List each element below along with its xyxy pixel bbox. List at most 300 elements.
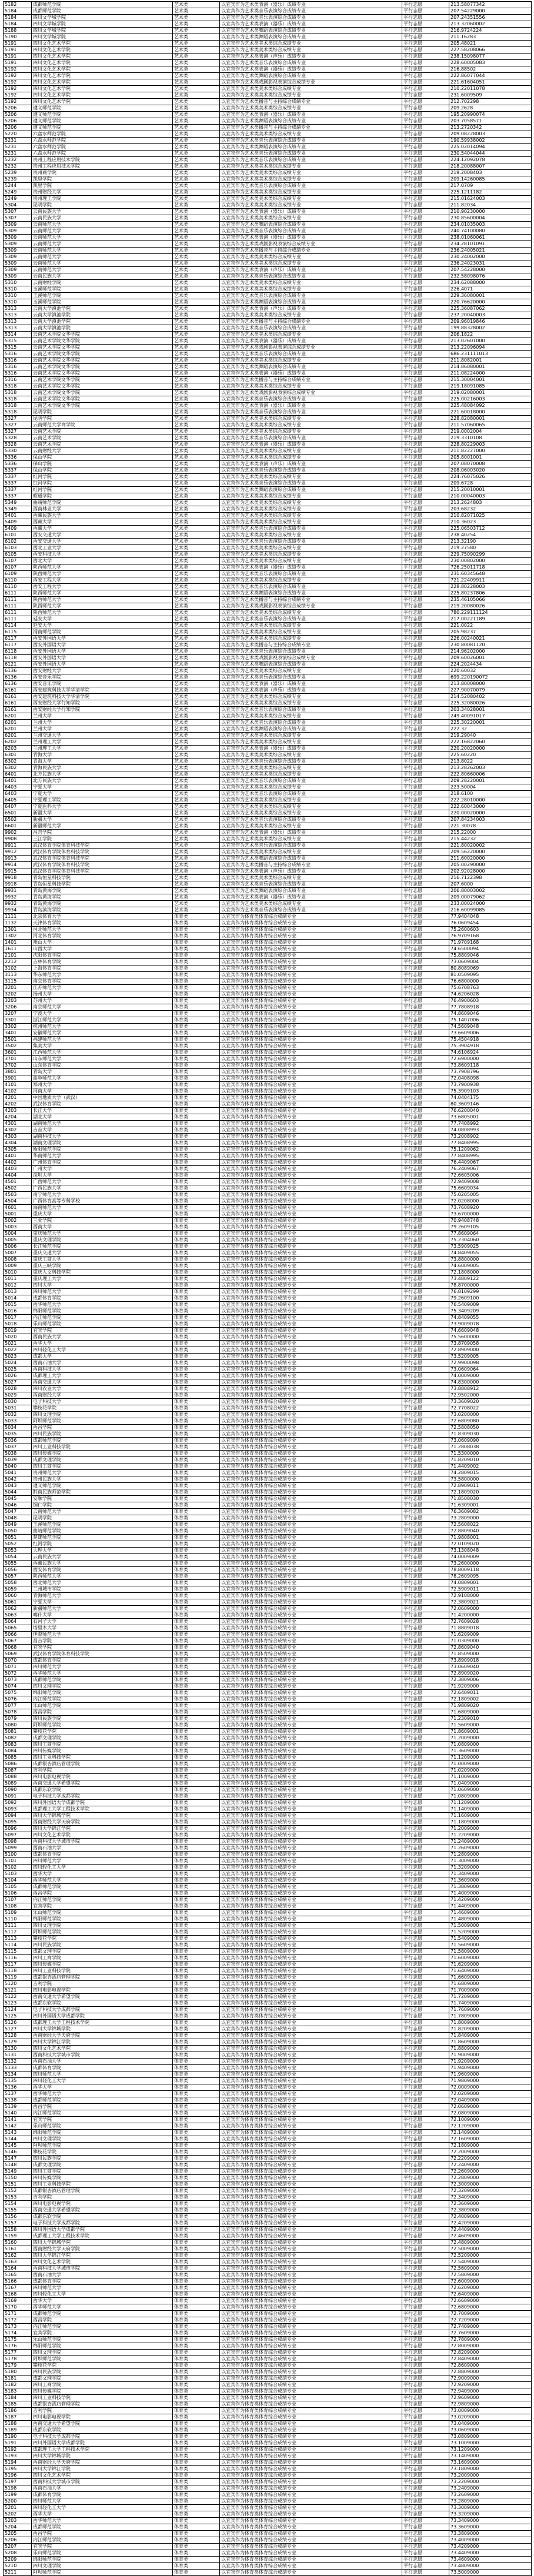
school-name-cell: 电子科技大学成都学院 (32, 2007, 173, 2013)
score-cell: 71.4200000 (449, 1612, 532, 1619)
school-code-cell: 6401 (4, 778, 32, 784)
score-cell: 71.0309000 (449, 1638, 532, 1645)
category-cell: 体育类 (173, 965, 220, 972)
score-cell: 213.22096094 (449, 345, 532, 351)
major-cell: 以宜宾作为体育类体育综合成绩专业 (220, 1806, 402, 1813)
category-cell: 体育类 (173, 1037, 220, 1043)
score-cell: 72.0009000 (449, 2084, 532, 2091)
major-cell: 以宜宾作为艺术类美术类综合成绩专业 (220, 286, 402, 293)
school-code-cell: 6601 (4, 823, 32, 830)
school-code-cell: 5142 (4, 2123, 32, 2130)
table-row (4, 2026, 532, 2033)
school-name-cell: 宁夏医科大学 (32, 804, 173, 810)
batch-cell: 平行志愿 (402, 623, 449, 629)
table-row (4, 914, 532, 920)
table-row (4, 1897, 532, 1903)
school-code-cell: 6109 (4, 571, 32, 577)
school-name-cell: 成都银杏酒店管理学院 (32, 1974, 173, 1981)
batch-cell: 平行志愿 (402, 2388, 449, 2395)
school-code-cell: 5125 (4, 2013, 32, 2020)
score-cell: 73.2008902 (449, 1134, 532, 1140)
school-name-cell: 阿坝师范学院 (32, 2356, 173, 2363)
batch-cell: 平行志愿 (402, 655, 449, 661)
batch-cell: 平行志愿 (402, 2201, 449, 2207)
batch-cell: 平行志愿 (402, 1153, 449, 1160)
batch-cell: 平行志愿 (402, 2013, 449, 2020)
table-row (4, 1328, 532, 1334)
school-code-cell: 5127 (4, 2026, 32, 2033)
batch-cell: 平行志愿 (402, 791, 449, 797)
category-cell: 体育类 (173, 1244, 220, 1250)
major-cell: 以宜宾作为体育类体育综合成绩专业 (220, 978, 402, 985)
category-cell: 艺术类 (173, 506, 220, 513)
school-code-cell: 5079 (4, 1716, 32, 1722)
major-cell: 以宜宾作为艺术类美术类综合成绩专业 (220, 422, 402, 429)
score-cell: 71.9209000 (449, 1683, 532, 1690)
school-code-cell: 5149 (4, 2169, 32, 2175)
table-row (4, 480, 532, 487)
school-name-cell: 长江大学 (32, 1108, 173, 1114)
batch-cell: 平行志愿 (402, 1910, 449, 1916)
table-row (4, 1599, 532, 1606)
batch-cell: 平行志愿 (402, 726, 449, 733)
table-row (4, 403, 532, 409)
category-cell: 艺术类 (173, 804, 220, 810)
school-code-cell: 6103 (4, 545, 32, 552)
category-cell: 体育类 (173, 1276, 220, 1282)
category-cell: 艺术类 (173, 784, 220, 791)
batch-cell: 平行志愿 (402, 868, 449, 875)
score-cell: 73.5209005 (449, 1354, 532, 1360)
school-name-cell: 西南民族大学 (32, 1334, 173, 1341)
category-cell: 艺术类 (173, 584, 220, 590)
school-code-cell: 5083 (4, 1742, 32, 1748)
batch-cell: 平行志愿 (402, 1004, 449, 1011)
school-code-cell: 3901 (4, 1075, 32, 1082)
school-code-cell: 5316 (4, 351, 32, 358)
table-row (4, 616, 532, 623)
category-cell: 艺术类 (173, 409, 220, 416)
major-cell: 以宜宾作为体育类体育综合成绩专业 (220, 1780, 402, 1787)
category-cell: 艺术类 (173, 228, 220, 235)
table-row (4, 1483, 532, 1489)
school-code-cell: 5035 (4, 1431, 32, 1438)
school-name-cell: 红河学院 (32, 1541, 173, 1548)
category-cell: 艺术类 (173, 467, 220, 474)
major-cell: 以宜宾作为艺术类舞蹈表演综合成绩专业 (220, 28, 402, 34)
score-cell: 230.24002000 (449, 254, 532, 260)
school-name-cell: 成都理工大学工程技术学院 (32, 2020, 173, 2026)
category-cell: 体育类 (173, 2388, 220, 2395)
school-name-cell: 四川工业科技学院 (32, 1968, 173, 1974)
batch-cell: 平行志愿 (402, 804, 449, 810)
batch-cell: 平行志愿 (402, 1425, 449, 1431)
batch-cell: 平行志愿 (402, 47, 449, 54)
batch-cell: 平行志愿 (402, 1250, 449, 1257)
school-code-cell: 5232 (4, 157, 32, 163)
score-cell: 73.0809000 (449, 2434, 532, 2440)
score-cell: 216.60099085 (449, 907, 532, 914)
batch-cell: 平行志愿 (402, 28, 449, 34)
table-row (4, 2356, 532, 2363)
table-row (4, 1703, 532, 1709)
table-row (4, 1431, 532, 1438)
school-name-cell: 重庆工商大学 (32, 1257, 173, 1263)
table-row (4, 668, 532, 674)
school-code-cell: 5316 (4, 358, 32, 364)
category-cell: 体育类 (173, 953, 220, 959)
major-cell: 以宜宾作为艺术类美术类综合成绩专业 (220, 170, 402, 176)
table-row (4, 1858, 532, 1865)
major-cell: 以宜宾作为艺术类表演（器乐）成绩专业 (220, 894, 402, 901)
school-code-cell: 3206 (4, 1004, 32, 1011)
category-cell: 体育类 (173, 1916, 220, 1923)
school-name-cell: 西华师范大学 (32, 1670, 173, 1677)
major-cell: 以宜宾作为体育类体育综合成绩专业 (220, 1198, 402, 1205)
major-cell: 以宜宾作为艺术类表演（器乐）成绩专业 (220, 235, 402, 241)
batch-cell: 平行志愿 (402, 2531, 449, 2537)
table-row (4, 1056, 532, 1063)
score-cell: 211.8082001 (449, 358, 532, 364)
score-cell: 225.36087062 (449, 306, 532, 312)
major-cell: 以宜宾作为艺术类表演（器乐）成绩专业 (220, 21, 402, 28)
major-cell: 以宜宾作为体育类体育综合成绩专业 (220, 1056, 402, 1063)
major-cell: 以宜宾作为体育类体育综合成绩专业 (220, 1561, 402, 1567)
batch-cell: 平行志愿 (402, 797, 449, 804)
batch-cell: 平行志愿 (402, 1386, 449, 1392)
category-cell: 艺术类 (173, 856, 220, 862)
table-row (4, 2414, 532, 2421)
batch-cell: 平行志愿 (402, 2382, 449, 2388)
major-cell: 以宜宾作为体育类体育综合成绩专业 (220, 2356, 402, 2363)
batch-cell: 平行志愿 (402, 299, 449, 306)
category-cell: 艺术类 (173, 888, 220, 894)
score-cell: 74.6106924 (449, 1050, 532, 1056)
category-cell: 体育类 (173, 991, 220, 998)
batch-cell: 平行志愿 (402, 222, 449, 228)
table-row (4, 856, 532, 862)
batch-cell: 平行志愿 (402, 1535, 449, 1541)
batch-cell: 平行志愿 (402, 1101, 449, 1108)
table-row (4, 273, 532, 280)
table-row (4, 1147, 532, 1153)
table-row (4, 597, 532, 603)
category-cell: 体育类 (173, 2156, 220, 2162)
category-cell: 艺术类 (173, 435, 220, 442)
major-cell: 以宜宾作为体育类体育综合成绩专业 (220, 2266, 402, 2272)
category-cell: 体育类 (173, 1179, 220, 1185)
school-code-cell: 5191 (4, 47, 32, 54)
school-code-cell: 5051 (4, 1535, 32, 1541)
score-cell: 219.29040 (449, 733, 532, 739)
category-cell: 体育类 (173, 927, 220, 933)
school-code-cell: 5088 (4, 1774, 32, 1780)
table-row (4, 319, 532, 325)
score-cell: 213.2624803 (449, 500, 532, 506)
school-name-cell: 青海民族大学 (32, 765, 173, 771)
batch-cell: 平行志愿 (402, 1263, 449, 1269)
school-code-cell: 4101 (4, 1082, 32, 1088)
school-name-cell: 青岛大学 (32, 1069, 173, 1075)
batch-cell: 平行志愿 (402, 1108, 449, 1114)
school-name-cell: 西昌学院 (32, 2104, 173, 2110)
table-row (4, 325, 532, 332)
major-cell: 以宜宾作为艺术类美术类综合成绩专业 (220, 92, 402, 99)
school-name-cell: 云南艺术学院文华学院 (32, 345, 173, 351)
school-name-cell: 四川传媒学院 (32, 2175, 173, 2181)
school-code-cell: 5011 (4, 1276, 32, 1282)
school-code-cell: 9932 (4, 901, 32, 907)
school-name-cell: 武汉体育学院体育科技学院 (32, 843, 173, 849)
category-cell: 体育类 (173, 2460, 220, 2466)
category-cell: 体育类 (173, 2485, 220, 2492)
school-code-cell: 5206 (4, 118, 32, 125)
major-cell: 以宜宾作为体育类体育综合成绩专业 (220, 1567, 402, 1573)
school-code-cell: 5157 (4, 2220, 32, 2227)
batch-cell: 平行志愿 (402, 2356, 449, 2363)
score-cell: 213.02601000 (449, 338, 532, 345)
batch-cell: 平行志愿 (402, 1722, 449, 1729)
major-cell: 以宜宾作为体育类体育综合成绩专业 (220, 2246, 402, 2253)
school-code-cell: 5190 (4, 2434, 32, 2440)
school-code-cell: 9913 (4, 856, 32, 862)
table-row (4, 1871, 532, 1877)
score-cell: 71.2609000 (449, 1845, 532, 1852)
major-cell: 以宜宾作为体育类体育综合成绩专业 (220, 2317, 402, 2324)
batch-cell: 平行志愿 (402, 228, 449, 235)
batch-cell: 平行志愿 (402, 1955, 449, 1962)
batch-cell: 平行志愿 (402, 1360, 449, 1366)
school-code-cell: 5144 (4, 2136, 32, 2143)
major-cell: 以宜宾作为体育类体育综合成绩专业 (220, 1528, 402, 1535)
batch-cell: 平行志愿 (402, 1037, 449, 1043)
batch-cell: 平行志愿 (402, 1852, 449, 1858)
school-code-cell: 6114 (4, 623, 32, 629)
category-cell: 艺术类 (173, 694, 220, 700)
school-code-cell: 5068 (4, 1645, 32, 1651)
school-name-cell: 西南财经大学天府学院 (32, 2246, 173, 2253)
category-cell: 艺术类 (173, 720, 220, 726)
category-cell: 体育类 (173, 1936, 220, 1942)
table-row (4, 358, 532, 364)
table-row (4, 985, 532, 991)
score-cell: 71.8209010 (449, 1457, 532, 1464)
score-cell: 225.48084092 (449, 403, 532, 409)
school-name-cell: 四川外国语大学成都学院 (32, 2440, 173, 2447)
batch-cell: 平行志愿 (402, 2130, 449, 2136)
score-cell: 72.5609000 (449, 2266, 532, 2272)
category-cell: 体育类 (173, 1962, 220, 1968)
category-cell: 体育类 (173, 1839, 220, 1845)
batch-cell: 平行志愿 (402, 2343, 449, 2350)
table-row (4, 157, 532, 163)
table-row (4, 2498, 532, 2505)
school-code-cell: 4502 (4, 1185, 32, 1192)
school-name-cell: 遵义师范学院 (32, 112, 173, 118)
school-code-cell: 5097 (4, 1832, 32, 1839)
batch-cell: 平行志愿 (402, 998, 449, 1004)
score-cell: 72.8809040 (449, 1528, 532, 1535)
major-cell: 以宜宾作为体育类体育综合成绩专业 (220, 1392, 402, 1399)
school-name-cell: 云南艺术学院 (32, 429, 173, 435)
category-cell: 体育类 (173, 2110, 220, 2117)
table-row (4, 2557, 532, 2563)
school-code-cell: 5206 (4, 125, 32, 131)
major-cell: 以宜宾作为艺术类美术类综合成绩专业 (220, 416, 402, 422)
school-code-cell: 5201 (4, 2505, 32, 2511)
category-cell: 体育类 (173, 2350, 220, 2356)
batch-cell: 平行志愿 (402, 2084, 449, 2091)
batch-cell: 平行志愿 (402, 642, 449, 649)
major-cell: 以宜宾作为艺术类舞蹈表演综合成绩专业 (220, 144, 402, 151)
school-name-cell: 西北师范大学 (32, 1580, 173, 1586)
school-code-cell: 3501 (4, 1037, 32, 1043)
major-cell: 以宜宾作为体育类体育综合成绩专业 (220, 2427, 402, 2434)
major-cell: 以宜宾作为体育类体育综合成绩专业 (220, 1276, 402, 1282)
major-cell: 以宜宾作为体育类体育综合成绩专业 (220, 2375, 402, 2382)
major-cell: 以宜宾作为体育类体育综合成绩专业 (220, 2026, 402, 2033)
major-cell: 以宜宾作为体育类体育综合成绩专业 (220, 1496, 402, 1502)
school-code-cell: 9912 (4, 849, 32, 856)
score-cell: 73.4809122 (449, 1276, 532, 1282)
table-row (4, 2544, 532, 2550)
school-name-cell: 湖北大学 (32, 1114, 173, 1121)
school-name-cell: 华南师范大学 (32, 1153, 173, 1160)
score-cell: 71.4409002 (449, 1464, 532, 1470)
table-row (4, 2505, 532, 2511)
school-name-cell: 宜宾学院 (32, 2330, 173, 2337)
school-code-cell: 5084 (4, 1748, 32, 1755)
school-name-cell: 昆明学院 (32, 416, 173, 422)
category-cell: 体育类 (173, 1366, 220, 1373)
batch-cell: 平行志愿 (402, 364, 449, 370)
batch-cell: 平行志愿 (402, 1114, 449, 1121)
school-code-cell: 5116 (4, 1955, 32, 1962)
major-cell: 以宜宾作为艺术类音乐表演综合成绩专业 (220, 157, 402, 163)
major-cell: 以宜宾作为体育类体育综合成绩专业 (220, 2401, 402, 2408)
batch-cell: 平行志愿 (402, 1069, 449, 1075)
school-code-cell: 5192 (4, 86, 32, 92)
school-name-cell: 武汉体育学院体育科技学院 (32, 856, 173, 862)
major-cell: 以宜宾作为体育类体育综合成绩专业 (220, 1451, 402, 1457)
major-cell: 以宜宾作为体育类体育综合成绩专业 (220, 1069, 402, 1075)
category-cell: 艺术类 (173, 681, 220, 687)
school-code-cell: 5349 (4, 500, 32, 506)
major-cell: 以宜宾作为体育类体育综合成绩专业 (220, 2544, 402, 2550)
school-name-cell: 曲靖师范学院 (32, 1528, 173, 1535)
school-name-cell: 云南师范大学 (32, 228, 173, 235)
category-cell: 体育类 (173, 1619, 220, 1625)
score-cell: 214.96202000 (449, 649, 532, 655)
table-row (4, 1910, 532, 1916)
category-cell: 体育类 (173, 2149, 220, 2156)
score-cell: 205.00290000 (449, 862, 532, 868)
school-code-cell: 5018 (4, 1321, 32, 1328)
major-cell: 以宜宾作为体育类体育综合成绩专业 (220, 1334, 402, 1341)
major-cell: 以宜宾作为艺术类音乐表演综合成绩专业 (220, 396, 402, 403)
school-code-cell: 5313 (4, 325, 32, 332)
score-cell: 78.2609095 (449, 1573, 532, 1580)
school-name-cell: 上海体育学院 (32, 965, 173, 972)
table-row (4, 2518, 532, 2524)
category-cell: 体育类 (173, 2020, 220, 2026)
school-name-cell: 长江师范学院 (32, 1244, 173, 1250)
school-code-cell: 5316 (4, 370, 32, 377)
major-cell: 以宜宾作为体育类体育综合成绩专业 (220, 2117, 402, 2123)
school-name-cell: 四川工商学院 (32, 1742, 173, 1748)
score-cell: 218.20088007 (449, 163, 532, 170)
table-row (4, 2117, 532, 2123)
major-cell: 以宜宾作为艺术类音乐表演综合成绩专业 (220, 881, 402, 888)
table-row (4, 2537, 532, 2544)
category-cell: 体育类 (173, 1017, 220, 1024)
category-cell: 体育类 (173, 2033, 220, 2039)
major-cell: 以宜宾作为体育类体育综合成绩专业 (220, 1826, 402, 1832)
category-cell: 体育类 (173, 1897, 220, 1903)
category-cell: 艺术类 (173, 370, 220, 377)
batch-cell: 平行志愿 (402, 1632, 449, 1638)
school-code-cell: 5198 (4, 2485, 32, 2492)
score-cell: 71.5609000 (449, 1722, 532, 1729)
school-name-cell: 成都体育学院 (32, 1295, 173, 1302)
school-code-cell: 1132 (4, 920, 32, 927)
score-cell: 73.8909018 (449, 1658, 532, 1664)
category-cell: 体育类 (173, 1645, 220, 1651)
school-name-cell: 四川文化艺术学院 (32, 47, 173, 54)
school-code-cell: 5172 (4, 2317, 32, 2324)
table-row (4, 590, 532, 597)
table-row (4, 1793, 532, 1800)
score-cell: 72.9609000 (449, 2395, 532, 2401)
major-cell: 以宜宾作为体育类体育综合成绩专业 (220, 1205, 402, 1211)
major-cell: 以宜宾作为体育类体育综合成绩专业 (220, 1580, 402, 1586)
school-name-cell: 西安音乐学院 (32, 674, 173, 681)
major-cell: 以宜宾作为体育类体育综合成绩专业 (220, 953, 402, 959)
score-cell: 209.96019846 (449, 319, 532, 325)
major-cell: 以宜宾作为艺术类音乐表演综合成绩专业 (220, 539, 402, 545)
school-name-cell: 西昌学院 (32, 1425, 173, 1431)
school-name-cell: 福建师范大学 (32, 1037, 173, 1043)
major-cell: 以宜宾作为体育类体育综合成绩专业 (220, 2188, 402, 2194)
batch-cell: 平行志愿 (402, 1858, 449, 1865)
category-cell: 体育类 (173, 1412, 220, 1418)
major-cell: 以宜宾作为体育类体育综合成绩专业 (220, 2285, 402, 2291)
school-name-cell: 北京体育大学 (32, 914, 173, 920)
major-cell: 以宜宾作为艺术类美术类综合成绩专业 (220, 383, 402, 390)
major-cell: 以宜宾作为艺术类舞蹈表演综合成绩专业 (220, 726, 402, 733)
category-cell: 艺术类 (173, 293, 220, 299)
score-cell: 726.25011718 (449, 564, 532, 571)
batch-cell: 平行志愿 (402, 862, 449, 868)
table-row (4, 1438, 532, 1444)
category-cell: 体育类 (173, 2311, 220, 2317)
batch-cell: 平行志愿 (402, 41, 449, 47)
category-cell: 艺术类 (173, 655, 220, 661)
batch-cell: 平行志愿 (402, 79, 449, 86)
table-row (4, 1399, 532, 1405)
score-cell: 72.4809000 (449, 2240, 532, 2246)
table-row (4, 1819, 532, 1826)
table-row (4, 138, 532, 144)
table-row (4, 1664, 532, 1670)
school-code-cell: 5328 (4, 435, 32, 442)
category-cell: 艺术类 (173, 151, 220, 157)
category-cell: 艺术类 (173, 99, 220, 105)
batch-cell: 平行志愿 (402, 1160, 449, 1166)
school-name-cell: 海南师范大学 (32, 1205, 173, 1211)
school-name-cell: 四川文理学院 (32, 1683, 173, 1690)
school-name-cell: 昌吉学院 (32, 830, 173, 836)
